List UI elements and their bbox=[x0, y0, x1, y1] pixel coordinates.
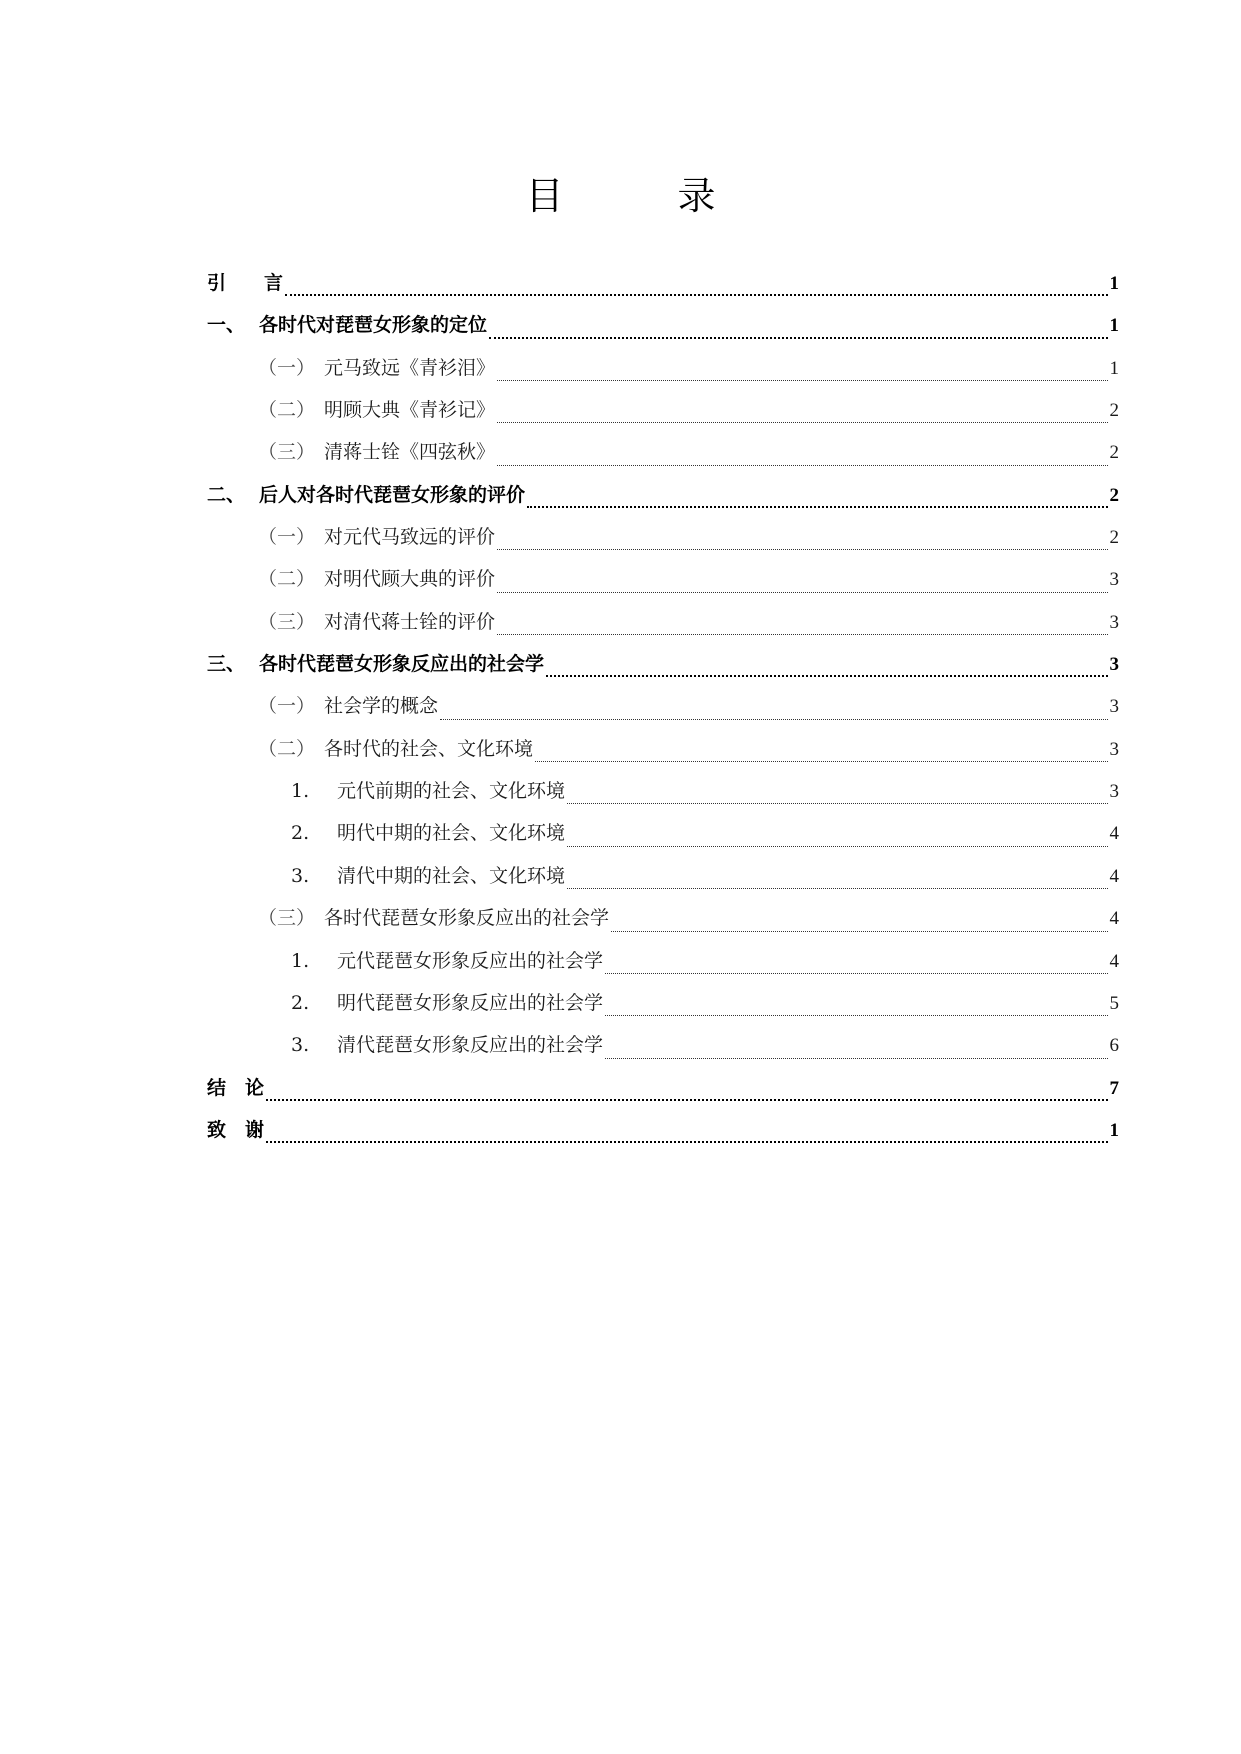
toc-entry-page-number: 4 bbox=[1109, 823, 1119, 845]
toc-entry-page-number: 1 bbox=[1109, 273, 1119, 294]
toc-dot-leader bbox=[567, 887, 1107, 889]
toc-entry[interactable] bbox=[207, 734, 1119, 776]
toc-entry-number: 2. bbox=[291, 991, 310, 1014]
toc-entry[interactable] bbox=[207, 903, 1119, 945]
toc-entry-page-number: 4 bbox=[1109, 908, 1119, 930]
toc-entry-page-number: 2 bbox=[1109, 527, 1119, 549]
toc-dot-leader bbox=[605, 1014, 1107, 1016]
toc-entry-page-number: 3 bbox=[1109, 611, 1119, 633]
toc-entry-page-number: 4 bbox=[1109, 865, 1119, 887]
toc-entry-title: 清代琵琶女形象反应出的社会学 bbox=[337, 1034, 604, 1057]
toc-dot-leader bbox=[497, 633, 1107, 635]
toc-dot-leader bbox=[611, 930, 1107, 932]
toc-entry[interactable] bbox=[207, 776, 1119, 818]
toc-dot-leader bbox=[266, 1098, 1107, 1101]
toc-entry-number: 2. bbox=[291, 822, 310, 845]
toc-entry-number: 1. bbox=[291, 780, 310, 803]
toc-entry[interactable] bbox=[207, 395, 1119, 437]
toc-dot-leader bbox=[266, 1140, 1107, 1143]
toc-entry[interactable] bbox=[207, 1030, 1119, 1072]
toc-entry-title: 结 论 bbox=[207, 1076, 265, 1099]
toc-entry[interactable] bbox=[207, 564, 1119, 606]
toc-entry-number: （三） bbox=[258, 441, 316, 464]
toc-entry[interactable] bbox=[207, 691, 1119, 733]
toc-entry-title: 致 谢 bbox=[207, 1118, 265, 1141]
toc-entry[interactable] bbox=[207, 310, 1119, 352]
toc-entry[interactable] bbox=[207, 437, 1119, 479]
toc-entry-number: （二） bbox=[258, 568, 316, 591]
toc-entry-page-number: 3 bbox=[1109, 569, 1119, 591]
toc-entry[interactable] bbox=[207, 1115, 1119, 1157]
toc-entry-title: 引 言 bbox=[207, 272, 284, 294]
toc-entry[interactable] bbox=[207, 946, 1119, 988]
toc-entry-page-number: 7 bbox=[1109, 1077, 1119, 1099]
toc-entry[interactable] bbox=[207, 649, 1119, 691]
toc-entry-number: （一） bbox=[258, 695, 316, 718]
toc-entry-title: 明代琵琶女形象反应出的社会学 bbox=[337, 991, 604, 1014]
toc-entry-page-number: 1 bbox=[1109, 1119, 1119, 1141]
toc-entry-title: 明顾大典《青衫记》 bbox=[324, 399, 496, 422]
toc-entry-title: 明代中期的社会、文化环境 bbox=[337, 822, 566, 845]
toc-entry-title: 对元代马致远的评价 bbox=[324, 526, 496, 549]
toc-entry[interactable] bbox=[207, 818, 1119, 860]
toc-entry-number: 二、 bbox=[207, 483, 246, 506]
toc-entry[interactable] bbox=[207, 480, 1119, 522]
toc-entry-page-number: 2 bbox=[1109, 484, 1119, 506]
toc-entry-title: 各时代琵琶女形象反应出的社会学 bbox=[259, 653, 545, 676]
toc-dot-leader bbox=[489, 336, 1107, 339]
toc-entry-title: 各时代对琵琶女形象的定位 bbox=[259, 314, 488, 337]
toc-dot-leader bbox=[605, 972, 1107, 974]
toc-dot-leader bbox=[497, 421, 1107, 423]
toc-dot-leader bbox=[497, 591, 1107, 593]
toc-dot-leader bbox=[497, 464, 1107, 466]
toc-entry-page-number: 1 bbox=[1109, 357, 1119, 379]
toc-dot-leader bbox=[497, 548, 1107, 550]
toc-entry-title: 清蒋士铨《四弦秋》 bbox=[324, 441, 496, 464]
page-title: 目 录 bbox=[525, 174, 754, 218]
toc-entry-title: 后人对各时代琵琶女形象的评价 bbox=[259, 483, 526, 506]
toc-entry[interactable] bbox=[207, 861, 1119, 903]
toc-entry[interactable] bbox=[207, 607, 1119, 649]
toc-dot-leader bbox=[527, 505, 1107, 508]
toc-entry-number: （二） bbox=[258, 737, 316, 760]
toc-entry[interactable] bbox=[207, 988, 1119, 1030]
toc-entry-page-number: 2 bbox=[1109, 442, 1119, 464]
toc-entry-page-number: 2 bbox=[1109, 400, 1119, 422]
toc-entry[interactable] bbox=[207, 268, 1119, 310]
toc-entry-page-number: 3 bbox=[1109, 654, 1119, 676]
toc-entry-title: 元马致远《青衫泪》 bbox=[324, 356, 496, 379]
toc-dot-leader bbox=[497, 379, 1107, 381]
toc-entry-number: （一） bbox=[258, 526, 316, 549]
toc-entry-title: 社会学的概念 bbox=[324, 695, 439, 718]
toc-entry-title: 清代中期的社会、文化环境 bbox=[337, 864, 566, 887]
toc-entry-number: 三、 bbox=[207, 653, 246, 676]
toc-dot-leader bbox=[605, 1057, 1107, 1059]
toc-entry-page-number: 3 bbox=[1109, 738, 1119, 760]
toc-dot-leader bbox=[567, 802, 1107, 804]
toc-entry-page-number: 5 bbox=[1109, 992, 1119, 1014]
toc-entry-title: 对清代蒋士铨的评价 bbox=[324, 610, 496, 633]
toc-entry-page-number: 3 bbox=[1109, 696, 1119, 718]
toc-entry[interactable] bbox=[207, 522, 1119, 564]
toc-entry-page-number: 1 bbox=[1109, 315, 1119, 337]
toc-dot-leader bbox=[440, 718, 1107, 720]
toc-entry-number: 一、 bbox=[207, 314, 246, 337]
toc-entry-number: （一） bbox=[258, 356, 316, 379]
toc-entry-number: 1. bbox=[291, 949, 310, 972]
toc-entry-number: 3. bbox=[291, 1034, 310, 1057]
toc-entry[interactable] bbox=[207, 353, 1119, 395]
toc-dot-leader bbox=[285, 293, 1107, 296]
toc-dot-leader bbox=[567, 845, 1107, 847]
toc-entry-title: 元代琵琶女形象反应出的社会学 bbox=[337, 949, 604, 972]
toc-dot-leader bbox=[535, 760, 1107, 762]
toc-entry-number: 3. bbox=[291, 864, 310, 887]
toc-entry-number: （三） bbox=[258, 907, 316, 930]
toc-entry-page-number: 4 bbox=[1109, 950, 1119, 972]
toc-entry-title: 元代前期的社会、文化环境 bbox=[337, 780, 566, 803]
toc-entry-number: （二） bbox=[258, 399, 316, 422]
toc-entry[interactable] bbox=[207, 1073, 1119, 1115]
toc-entry-title: 各时代琵琶女形象反应出的社会学 bbox=[324, 907, 610, 930]
toc-entry-page-number: 6 bbox=[1109, 1035, 1119, 1057]
toc-entry-page-number: 3 bbox=[1109, 781, 1119, 803]
toc-entry-title: 对明代顾大典的评价 bbox=[324, 568, 496, 591]
toc-dot-leader bbox=[546, 674, 1107, 677]
toc-entry-title: 各时代的社会、文化环境 bbox=[324, 737, 534, 760]
toc-entry-number: （三） bbox=[258, 610, 316, 633]
table-of-contents bbox=[207, 268, 1119, 1157]
